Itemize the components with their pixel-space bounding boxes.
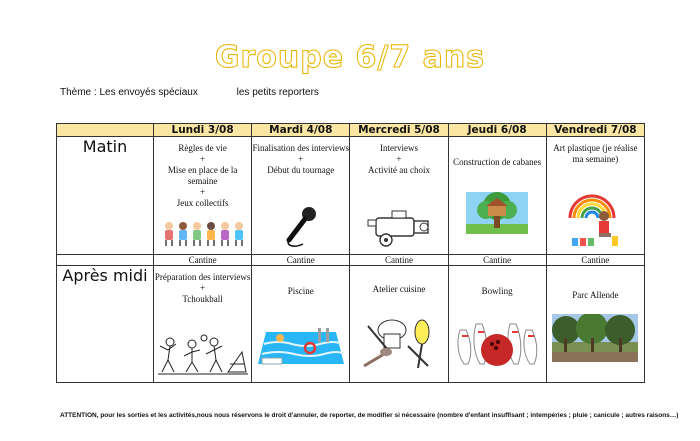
- cantine-cell: Cantine: [546, 254, 644, 265]
- activity-text: Préparation des interviews + Tchoukball: [154, 271, 251, 304]
- cantine-row-label: [57, 254, 154, 265]
- theme-label: Thème : Les envoyés spéciaux: [60, 87, 198, 98]
- activity-text: Piscine: [287, 285, 314, 296]
- activity-text: Construction de cabanes: [453, 157, 542, 168]
- activity-text: Parc Allende: [572, 289, 619, 300]
- header-row: [57, 124, 645, 137]
- header-corner: [57, 124, 154, 137]
- cantine-cell: Cantine: [350, 254, 448, 265]
- activity-text: Atelier cuisine: [372, 283, 426, 294]
- day-header: Mercredi 5/08: [350, 124, 448, 137]
- theme-line: [60, 87, 319, 98]
- day-header: Vendredi 7/08: [546, 124, 644, 137]
- disclaimer-footer: ATTENTION, pour les sorties et les activités,nous nous réservons le droit d'annuler, de reporter, de modifier si nécessaire (nombre d'enfant insuffisant ; intempéries ; pluie ; canicule ; autres raisons…): [60, 412, 679, 419]
- activity-cell: [154, 137, 252, 254]
- page-title: Groupe 6/7 ans: [214, 40, 486, 75]
- tree-house-icon: [449, 192, 546, 234]
- cantine-cell: Cantine: [448, 254, 546, 265]
- activity-cell: [448, 137, 546, 254]
- bowling-icon: [449, 320, 546, 368]
- activity-text: Règles de vie + Mise en place de la semaine + Jeux collectifs: [167, 143, 238, 209]
- cooking-tools-icon: [350, 318, 447, 370]
- activity-cell: [546, 265, 644, 382]
- park-photo-icon: [547, 314, 644, 362]
- activity-cell: [154, 265, 252, 382]
- activity-cell: [350, 137, 448, 254]
- video-camera-icon: [350, 208, 447, 248]
- cantine-cell: Cantine: [154, 254, 252, 265]
- activity-cell: [546, 137, 644, 254]
- period-label-afternoon: Après midi: [57, 265, 154, 382]
- activity-cell: [252, 265, 350, 382]
- activity-text: Interviews + Activité au choix: [367, 143, 430, 176]
- theme-subtitle: les petits reporters: [236, 87, 319, 98]
- activity-text: Finalisation des interviews + Début du tournage: [252, 143, 350, 176]
- weekly-schedule-table: [56, 123, 645, 383]
- microphone-icon: [252, 206, 349, 248]
- afternoon-row: [57, 265, 645, 382]
- morning-row: [57, 137, 645, 254]
- period-label-morning: Matin: [57, 137, 154, 254]
- day-header: Mardi 4/08: [252, 124, 350, 137]
- cantine-row: [57, 254, 645, 265]
- activity-text: Bowling: [481, 285, 513, 296]
- activity-text: Art plastique (je réalise ma semaine): [553, 143, 638, 165]
- activity-cell: [350, 265, 448, 382]
- swimming-pool-icon: [252, 324, 349, 368]
- children-group-icon: [154, 220, 251, 248]
- painting-child-icon: [547, 188, 644, 248]
- day-header: Lundi 3/08: [154, 124, 252, 137]
- day-header: Jeudi 6/08: [448, 124, 546, 137]
- activity-cell: [252, 137, 350, 254]
- cantine-cell: Cantine: [252, 254, 350, 265]
- tchoukball-sketch-icon: [154, 332, 251, 376]
- activity-cell: [448, 265, 546, 382]
